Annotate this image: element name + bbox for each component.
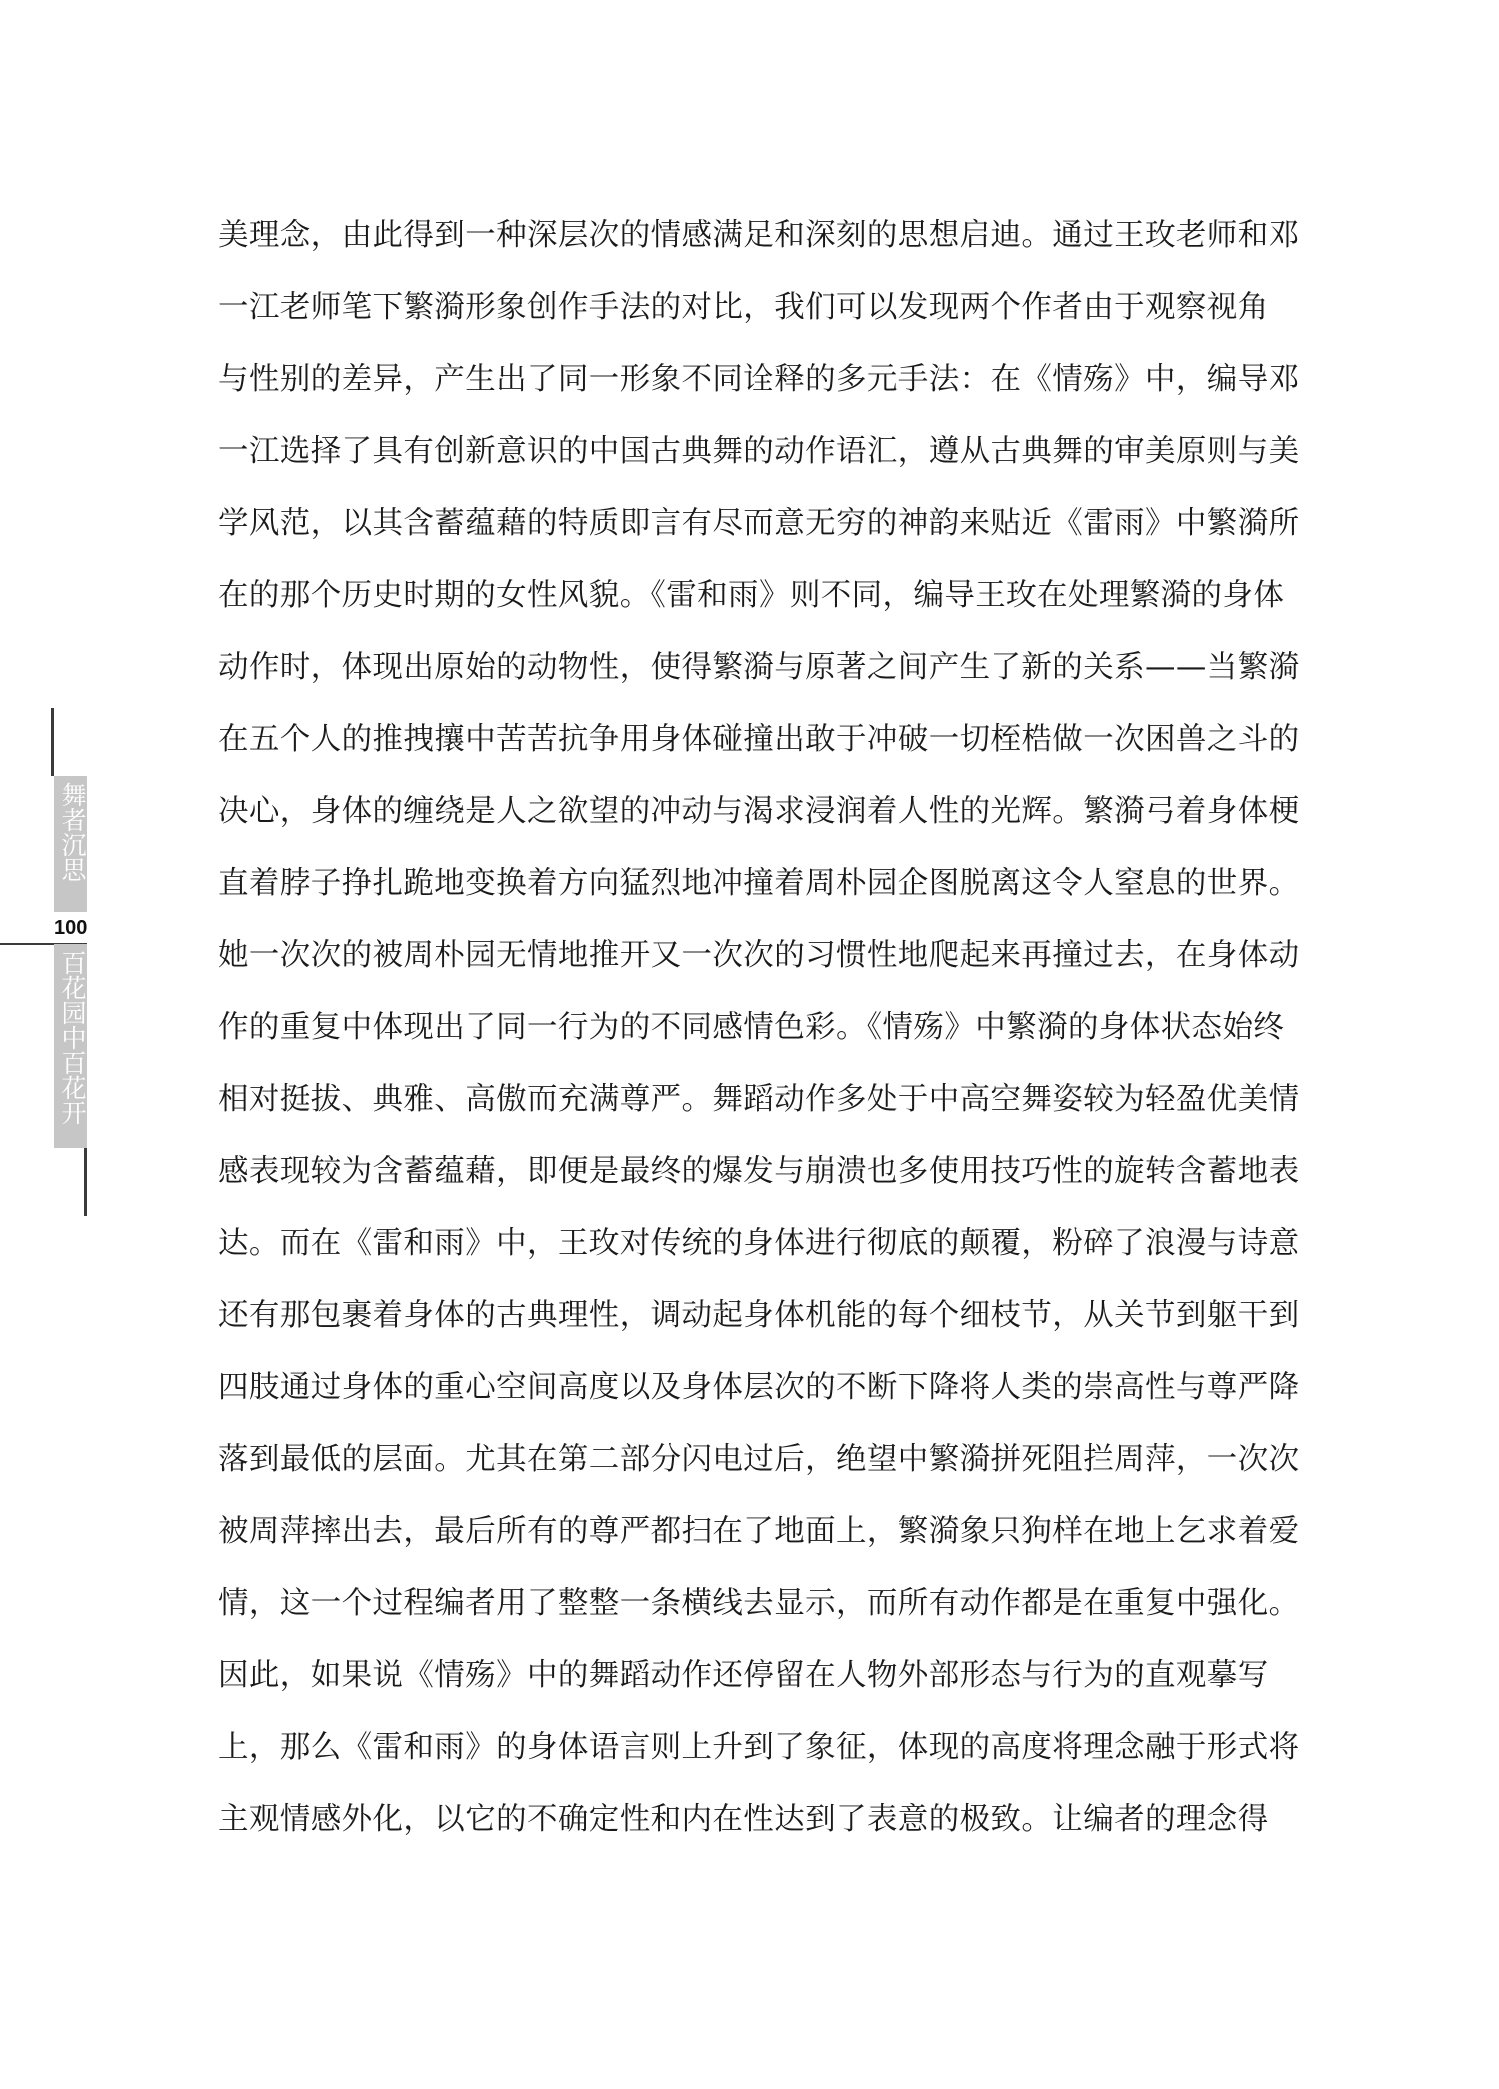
text-line: 在五个人的推拽攘中苦苦抗争用身体碰撞出敢于冲破一切桎梏做一次困兽之斗的 — [218, 722, 1300, 757]
text-line: 作的重复中体现出了同一行为的不同感情色彩。《情殇》中繁漪的身体状态始终 — [218, 1010, 1285, 1045]
text-line: 一江选择了具有创新意识的中国古典舞的动作语汇，遵从古典舞的审美原则与美 — [218, 434, 1300, 469]
text-line: 她一次次的被周朴园无情地推开又一次次的习惯性地爬起来再撞过去，在身体动 — [218, 938, 1300, 973]
text-line: 学风范，以其含蓄蕴藉的特质即言有尽而意无穷的神韵来贴近《雷雨》中繁漪所 — [218, 506, 1300, 541]
text-line: 直着脖子挣扎跪地变换着方向猛烈地冲撞着周朴园企图脱离这令人窒息的世界。 — [218, 866, 1300, 901]
side-rule-bottom — [84, 1148, 87, 1216]
text-line: 因此，如果说《情殇》中的舞蹈动作还停留在人物外部形态与行为的直观摹写 — [218, 1658, 1269, 1693]
page-number-band — [0, 913, 87, 944]
page-number: 100 — [54, 917, 88, 939]
text-line: 感表现较为含蓄蕴藉，即便是最终的爆发与崩溃也多使用技巧性的旋转含蓄地表 — [218, 1154, 1300, 1189]
text-line: 达。而在《雷和雨》中，王玫对传统的身体进行彻底的颠覆，粉碎了浪漫与诗意 — [218, 1226, 1300, 1261]
text-line: 被周萍摔出去，最后所有的尊严都扫在了地面上，繁漪象只狗样在地上乞求着爱 — [218, 1514, 1300, 1549]
text-line: 与性别的差异，产生出了同一形象不同诠释的多元手法：在《情殇》中，编导邓 — [218, 362, 1300, 397]
text-line: 情，这一个过程编者用了整整一条横线去显示，而所有动作都是在重复中强化。 — [218, 1586, 1300, 1621]
text-line: 落到最低的层面。尤其在第二部分闪电过后，绝望中繁漪拼死阻拦周萍，一次次 — [218, 1442, 1300, 1477]
text-line: 相对挺拔、典雅、高傲而充满尊严。舞蹈动作多处于中高空舞姿较为轻盈优美情 — [218, 1082, 1300, 1117]
side-tab-lower — [54, 944, 87, 1148]
text-line: 决心，身体的缠绕是人之欲望的冲动与渴求浸润着人性的光辉。繁漪弓着身体梗 — [218, 794, 1300, 829]
text-line: 主观情感外化，以它的不确定性和内在性达到了表意的极致。让编者的理念得 — [218, 1802, 1269, 1837]
side-rule-top — [51, 708, 54, 776]
text-line: 美理念，由此得到一种深层次的情感满足和深刻的思想启迪。通过王玫老师和邓 — [218, 218, 1300, 253]
body-text — [218, 200, 1300, 1856]
text-line: 还有那包裹着身体的古典理性，调动起身体机能的每个细枝节，从关节到躯干到 — [218, 1298, 1300, 1333]
text-line: 动作时，体现出原始的动物性，使得繁漪与原著之间产生了新的关系——当繁漪 — [218, 650, 1300, 685]
text-line: 在的那个历史时期的女性风貌。《雷和雨》则不同，编导王玫在处理繁漪的身体 — [218, 578, 1285, 613]
text-line: 四肢通过身体的重心空间高度以及身体层次的不断下降将人类的崇高性与尊严降 — [218, 1370, 1300, 1405]
side-tab-upper — [54, 776, 87, 912]
running-head-lower-label: 百花园中百花开 — [58, 950, 87, 1125]
text-line: 一江老师笔下繁漪形象创作手法的对比，我们可以发现两个作者由于观察视角 — [218, 290, 1269, 325]
text-line: 上，那么《雷和雨》的身体语言则上升到了象征，体现的高度将理念融于形式将 — [218, 1730, 1300, 1765]
running-head-upper-label: 舞者沉思 — [58, 782, 87, 882]
